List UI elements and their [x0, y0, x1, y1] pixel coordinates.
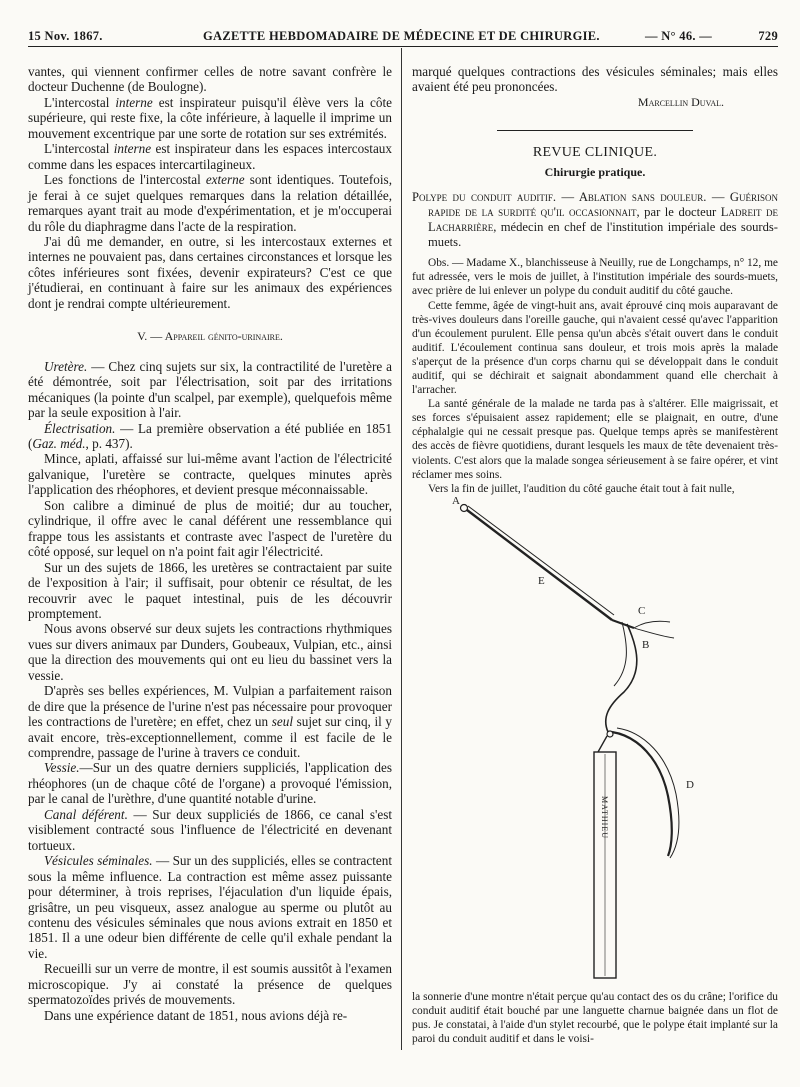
section-rule: [497, 130, 693, 131]
article-title: Polype du conduit auditif. — Ablation sans douleur. — Guérison rapide de la surdité qu'il occasionnait, par le docteur Ladreit de Lacharrière, médecin en chef de l'institution impériale des sourds-muets.: [412, 190, 778, 250]
paragraph: Cette femme, âgée de vingt-huit ans, avait éprouvé cinq mois auparavant de très-vives douleurs dans l'oreille gauche, qui n'avaient cessé qu'avec l'apparition d'un écoulement purulent. Elle pensa qu'un abcès s'était ouvert dans le conduit auditif. L'écoulement continua sans douleur, et trois mois après la malade s'aperçut de la présence d'un corps charnu qui se développait dans le conduit auditif, qui se déchirait et saignait abondamment quand elle cherchait à l'arracher.: [412, 299, 778, 397]
right-column: [412, 64, 778, 1046]
paragraph: marqué quelques contractions des vésicules séminales; mais elles avaient été peu prononcées.: [412, 64, 778, 95]
paragraph: la sonnerie d'une montre n'était perçue qu'au contact des os du crâne; l'orifice du conduit auditif était bouché par une languette charnue baignée dans un flot de pus. Je constatai, à l'aide d'un stylet recourbé, que le polype était implanté sur la paroi du conduit auditif et dans le voisi-: [412, 990, 778, 1046]
figure-label-e: E: [538, 574, 545, 587]
paragraph-electrisation: Électrisation. — La première observation a été publiée en 1851 (Gaz. méd., p. 437).: [28, 420, 392, 451]
paragraph: L'intercostal interne est inspirateur dans les espaces intercostaux comme dans les espaces intercartilagineux.: [28, 141, 392, 172]
author-signature: Marcellin Duval.: [637, 94, 724, 109]
left-column: [28, 64, 392, 1023]
header-issue-number: — N° 46. —: [645, 29, 713, 43]
header-journal-title: GAZETTE HEBDOMADAIRE DE MÉDECINE ET DE CHIRURGIE.: [203, 29, 600, 43]
paragraph: D'après ses belles expériences, M. Vulpian a parfaitement raison de dire que la présence de l'urine n'est pas nécessaire pour provoquer les contractions de l'uretère; en effet, chez un seul sujet sur cinq, il y avait encore, très-exceptionnellement, comme il est facile de le comprendre, passage de l'urine à travers ce conduit.: [28, 683, 393, 761]
section-title: REVUE CLINIQUE.: [532, 145, 658, 161]
figure-maker-mark: MATHIEU: [600, 795, 609, 839]
paragraph: Vers la fin de juillet, l'audition du côté gauche était tout à fait nulle,: [428, 482, 735, 495]
paragraph-obs: Obs. — Madame X., blanchisseuse à Neuilly, rue de Longchamps, n° 12, me fut adressée, vers le mois de juillet, à l'institution impériale des sourds-muets, avec prière de lui enlever un polype du conduit auditif du côté gauche.: [412, 257, 778, 298]
paragraph: Nous avons observé sur deux sujets les contractions rhythmiques vues sur divers animaux par Dunders, Goubeaux, Vulpian, etc., ainsi que la direction des mouvements qui ont eu lieu du bassinet vers la vessie.: [28, 621, 392, 683]
paragraph: Son calibre a diminué de plus de moitié; dur au toucher, cylindrique, il offre avec le canal déférent une ressemblance qui frappe tous les assistants et contraste avec l'aspect de l'uretère du côté opposé, sur lequel on n'a point fait agir l'électricité.: [28, 497, 392, 560]
header-page-number: 729: [758, 29, 778, 43]
paragraph-vessie: Vessie.—Sur un des quatre derniers suppliciés, l'application des rhéophores (un de chaque côté de l'organe) a provoqué l'émission, par le canal de l'urèthre, d'une quantité notable d'urine.: [28, 760, 392, 807]
column-divider: [401, 48, 402, 1050]
section-subtitle: Chirurgie pratique.: [544, 165, 646, 180]
paragraph: J'ai dû me demander, en outre, si les intercostaux externes et internes ne pouvaient pas, dans certaines circonstances et lorsque les côtes inférieures sont fixées, devenir expirateurs? C'est ce que j'étudierai, en continuant à faire sur les animaux des expériences dont je rendrai compte ultérieurement.: [28, 233, 392, 311]
header-date: 15 Nov. 1867.: [28, 29, 103, 43]
paragraph: Sur un des sujets de 1866, les uretères se contractaient par suite de l'exposition à l'air; il suffisait, pour obtenir ce résultat, de les recouvrir avec le paquet intestinal, puis de les découvrir promptement.: [28, 559, 392, 621]
section-heading: V. — Appareil génito-urinaire.: [137, 329, 283, 344]
article-body: [412, 256, 778, 496]
paragraph: Recueilli sur un verre de montre, il est soumis aussitôt à l'examen microscopique. J'y ai constaté la présence de quelques spermatozoïdes privés de mouvements.: [28, 961, 392, 1008]
instrument-figure: [412, 496, 778, 990]
paragraph-vesicules: Vésicules séminales. — Sur un des suppliciés, elles se contractent sous la même influence. La contraction est même assez puissante pour déterminer, à trois reprises, l'éjaculation d'un liquide épais, grisâtre, un peu visqueux, assez analogue au sperme ou plutôt au contenu des vésicules séminales que nous avions extrait en 1850 et 1851. Il a une odeur bien différente de celle qu'il exhale pendant la vie.: [28, 853, 393, 961]
figure-label-b: B: [642, 638, 650, 651]
paragraph: Dans une expérience datant de 1851, nous avions déjà re-: [44, 1007, 348, 1023]
forceps-illustration: [412, 496, 778, 990]
paragraph: Les fonctions de l'intercostal externe sont identiques. Toutefois, je ferai à ce sujet quelques remarques dans la relation détaillée, remarques ayant trait au mode d'expérimentation, et je m'occuperai du rôle du diaphragme dans l'acte de la respiration.: [28, 172, 392, 234]
paragraph: La santé générale de la malade ne tarda pas à s'altérer. Elle maigrissait, et ses forces s'épuisaient assez rapidement; elle se plaignait, en outre, d'une céphalalgie qui ne cessait presque pas. Quelque temps après se manifestèrent des accès de fièvre quotidiens, durant lesquels les maux de tête devenaient très-violents. C'est alors que la malade songea sérieusement à se faire opérer, et vint réclamer mes soins.: [412, 398, 778, 481]
paragraph-canal-deferent: Canal déférent. — Sur deux suppliciés de 1866, ce canal s'est visiblement contracté sous l'influence de l'électricité en devenant tortueux.: [28, 806, 393, 853]
running-header: [28, 24, 778, 47]
paragraph: vantes, qui viennent confirmer celles de notre savant confrère le docteur Duchenne (de Boulogne).: [28, 64, 392, 95]
figure-label-c: C: [638, 604, 646, 617]
article-body-continued: [412, 990, 778, 1046]
paragraph: L'intercostal interne est inspirateur puisqu'il élève vers la côte supérieure, qui reste fixe, la côte inférieure, à laquelle il imprime un mouvement excentrique par une sorte de rotation sur ses extrémités.: [28, 94, 392, 141]
paragraph: Mince, aplati, affaissé sur lui-même avant l'action de l'électricité galvanique, l'uretère se contracte, quelques minutes après l'application des rhéophores, et devient presque méconnaissable.: [28, 451, 392, 498]
figure-label-d: D: [686, 778, 694, 791]
figure-label-a: A: [452, 495, 460, 507]
paragraph-uretere: Uretère. — Chez cinq sujets sur six, la contractilité de l'uretère a été démontrée, soit par l'électrisation, soit par des irritations mécaniques (la pointe d'un scalpel, par exemple), quelquefois même par la seule exposition à l'air.: [28, 358, 392, 421]
